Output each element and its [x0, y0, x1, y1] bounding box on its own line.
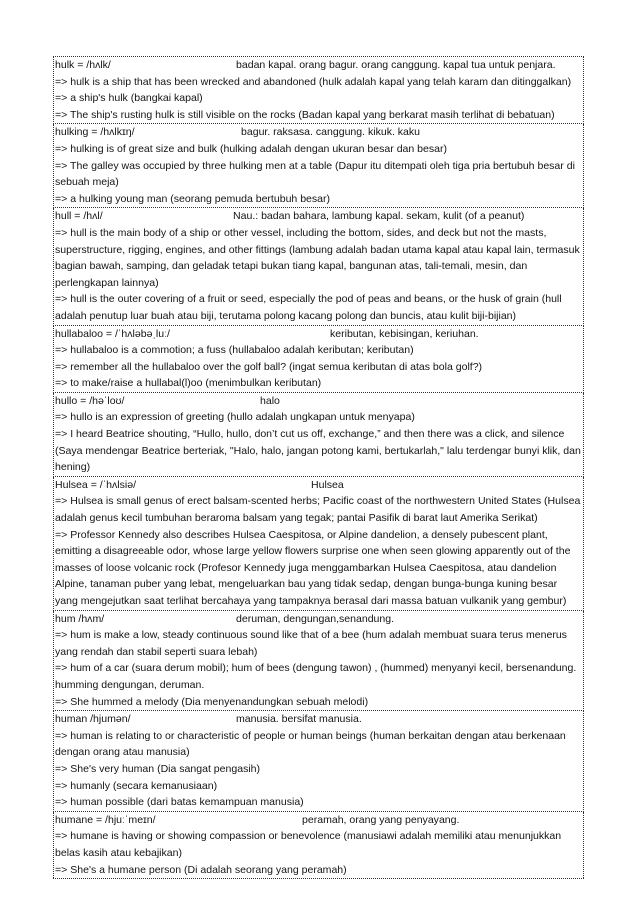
entry-meaning: badan kapal. orang bagur. orang canggung. kapal tua untuk penjara. — [236, 59, 556, 71]
entry-term: hullabaloo = /ˈhʌləbəˌluː/ — [55, 327, 170, 340]
entry-header — [55, 326, 582, 343]
entry-header — [55, 611, 582, 628]
example-line: => hum is make a low, steady continuous sound like that of a bee (hum adalah membuat suara terus menerus yang rendah dan stabil seperti suara lebah) — [55, 629, 567, 658]
example-line: => Hulsea is small genus of erect balsam-scented herbs; Pacific coast of the northwestern United States (Hulsea adalah genus kecil tumbuhan beraroma balsam yang tegak; pantai Pasifik di barat laut Amerika Serikat) — [55, 495, 581, 525]
entry-term: hulk = /hʌlk/ — [55, 59, 111, 71]
entry-hulsea — [53, 477, 584, 611]
example-line: => humanly (secara kemanusiaan) — [55, 779, 218, 792]
entry-humane — [53, 812, 584, 878]
example-line: => I heard Beatrice shouting, “Hullo, hullo, don’t cut us off, exchange,” and then there was a click, and silence (Saya mendengar Beatrice berteriak, "Halo, halo, jangan potong kami, bertukarlah," lalu terdengar bunyi klik, dan hening) — [55, 428, 581, 474]
entry-hulking — [53, 124, 584, 208]
entry-meaning: Hulsea — [311, 478, 344, 491]
example-line: => to make/raise a hullabal(l)oo (menimbulkan keributan) — [55, 377, 322, 390]
entry-term: hull = /hʌl/ — [55, 210, 103, 223]
example-line: => She's a humane person (Di adalah seorang yang peramah) — [55, 863, 347, 876]
example-line: => human possible (dari batas kemampuan manusia) — [55, 796, 304, 809]
entry-header — [55, 124, 582, 141]
example-line: => hulking is of great size and bulk (hulking adalah dengan ukuran besar dan besar) — [55, 142, 448, 155]
example-line: => a hulking young man (seorang pemuda bertubuh besar) — [55, 192, 331, 205]
example-line: => human is relating to or characteristic of people or human beings (human berkaitan dengan atau berkenaan dengan orang atau manusia) — [55, 729, 566, 759]
entry-header — [55, 393, 582, 410]
entry-term: hulking = /hʌlkɪŋ/ — [55, 126, 135, 139]
entry-human — [53, 711, 584, 812]
entry-meaning: peramah, orang yang penyayang. — [302, 813, 460, 826]
example-line: => hulk is a ship that has been wrecked and abandoned (hulk adalah kapal yang telah karam dan ditinggalkan) — [55, 75, 572, 88]
example-line: => a ship's hulk (bangkai kapal) — [55, 92, 203, 105]
example-line: => hullabaloo is a commotion; a fuss (hullabaloo adalah keributan; keributan) — [55, 344, 414, 357]
entry-header — [55, 477, 582, 494]
entry-meaning: keributan, kebisingan, keriuhan. — [330, 327, 479, 340]
example-line: => The ship's rusting hulk is still visible on the rocks (Badan kapal yang berkarat masih terlihat di bebatuan) — [55, 108, 555, 121]
entry-meaning: halo — [260, 394, 280, 407]
entry-meaning: Nau.: badan bahara, lambung kapal. sekam, kulit (of a peanut) — [233, 210, 525, 223]
example-line: => humane is having or showing compassion or benevolence (manusiawi adalah memiliki atau menunjukkan belas kasih atau kebajikan) — [55, 830, 562, 859]
entry-term: hum /hʌm/ — [55, 612, 105, 625]
entry-hum — [53, 611, 584, 712]
entry-hulk — [53, 57, 584, 124]
example-line: => hull is the main body of a ship or other vessel, including the bottom, sides, and deck but not the masts, superstructure, rigging, engines, and other fittings (lambung adalah badan utama kapal atau kapal lain, termasuk bagian bawah, samping, dan geladak tetapi bukan tiang kapal, bangunan atas, tali-temali, mesin, dan perlengkapan lainnya) — [55, 226, 580, 289]
entry-header — [55, 208, 582, 225]
entry-header — [55, 711, 582, 728]
entry-term: humane = /hjuːˈmeɪn/ — [55, 813, 156, 826]
dictionary-page — [53, 56, 584, 879]
entry-hullabaloo — [53, 326, 584, 393]
example-line: => remember all the hullabaloo over the golf ball? (ingat semua keributan di atas bola golf?) — [55, 360, 483, 373]
entry-term: hullo = /həˈloʊ/ — [55, 394, 125, 407]
entry-term: Hulsea = /ˈhʌlsiə/ — [55, 478, 137, 491]
example-line: => hum of a car (suara derum mobil); hum of bees (dengung tawon) , (hummed) menyanyi kecil, bersenandung. humming dengungan, deruman. — [55, 662, 577, 691]
entry-hullo — [53, 393, 584, 477]
example-line: => hull is the outer covering of a fruit or seed, especially the pod of peas and beans, or the husk of grain (hull adalah penutup luar buah atau biji, terutama polong kacang polong dan buncis, atau kulit biji-bijian) — [55, 293, 562, 322]
entry-meaning: deruman, dengungan,senandung. — [236, 612, 395, 625]
example-line: => She's very human (Dia sangat pengasih) — [55, 762, 261, 775]
example-line: => Professor Kennedy also describes Hulsea Caespitosa, or Alpine dandelion, a densely pubescent plant, emitting a disagreeable odor, whose large yellow flowers surprise one when seen glowing apparently out of the masses of loose volcanic rock (Profesor Kennedy juga menggambarkan Hulsea Caespitosa, atau dandelion Alpine, tanaman puber yang lebat, mengeluarkan bau yang tidak sedap, dengan bunga-bunga kuning besar yang mengejutkan saat terlihat bercahaya yang tampaknya berasal dari massa batuan vulkanik yang gembur) — [55, 528, 571, 607]
entry-header — [55, 57, 582, 74]
entry-meaning: bagur. raksasa. canggung. kikuk. kaku — [241, 126, 421, 139]
example-line: => The galley was occupied by three hulking men at a table (Dapur itu ditempati oleh tiga pria bertubuh besar di sebuah meja) — [55, 159, 575, 189]
example-line: => She hummed a melody (Dia menyenandungkan sebuah melodi) — [55, 695, 369, 708]
entry-term: human /hjumən/ — [55, 713, 131, 726]
entry-hull — [53, 208, 584, 325]
example-line: => hullo is an expression of greeting (hullo adalah ungkapan untuk menyapa) — [55, 411, 415, 424]
entry-header — [55, 812, 582, 829]
entry-meaning: manusia. bersifat manusia. — [236, 713, 362, 726]
